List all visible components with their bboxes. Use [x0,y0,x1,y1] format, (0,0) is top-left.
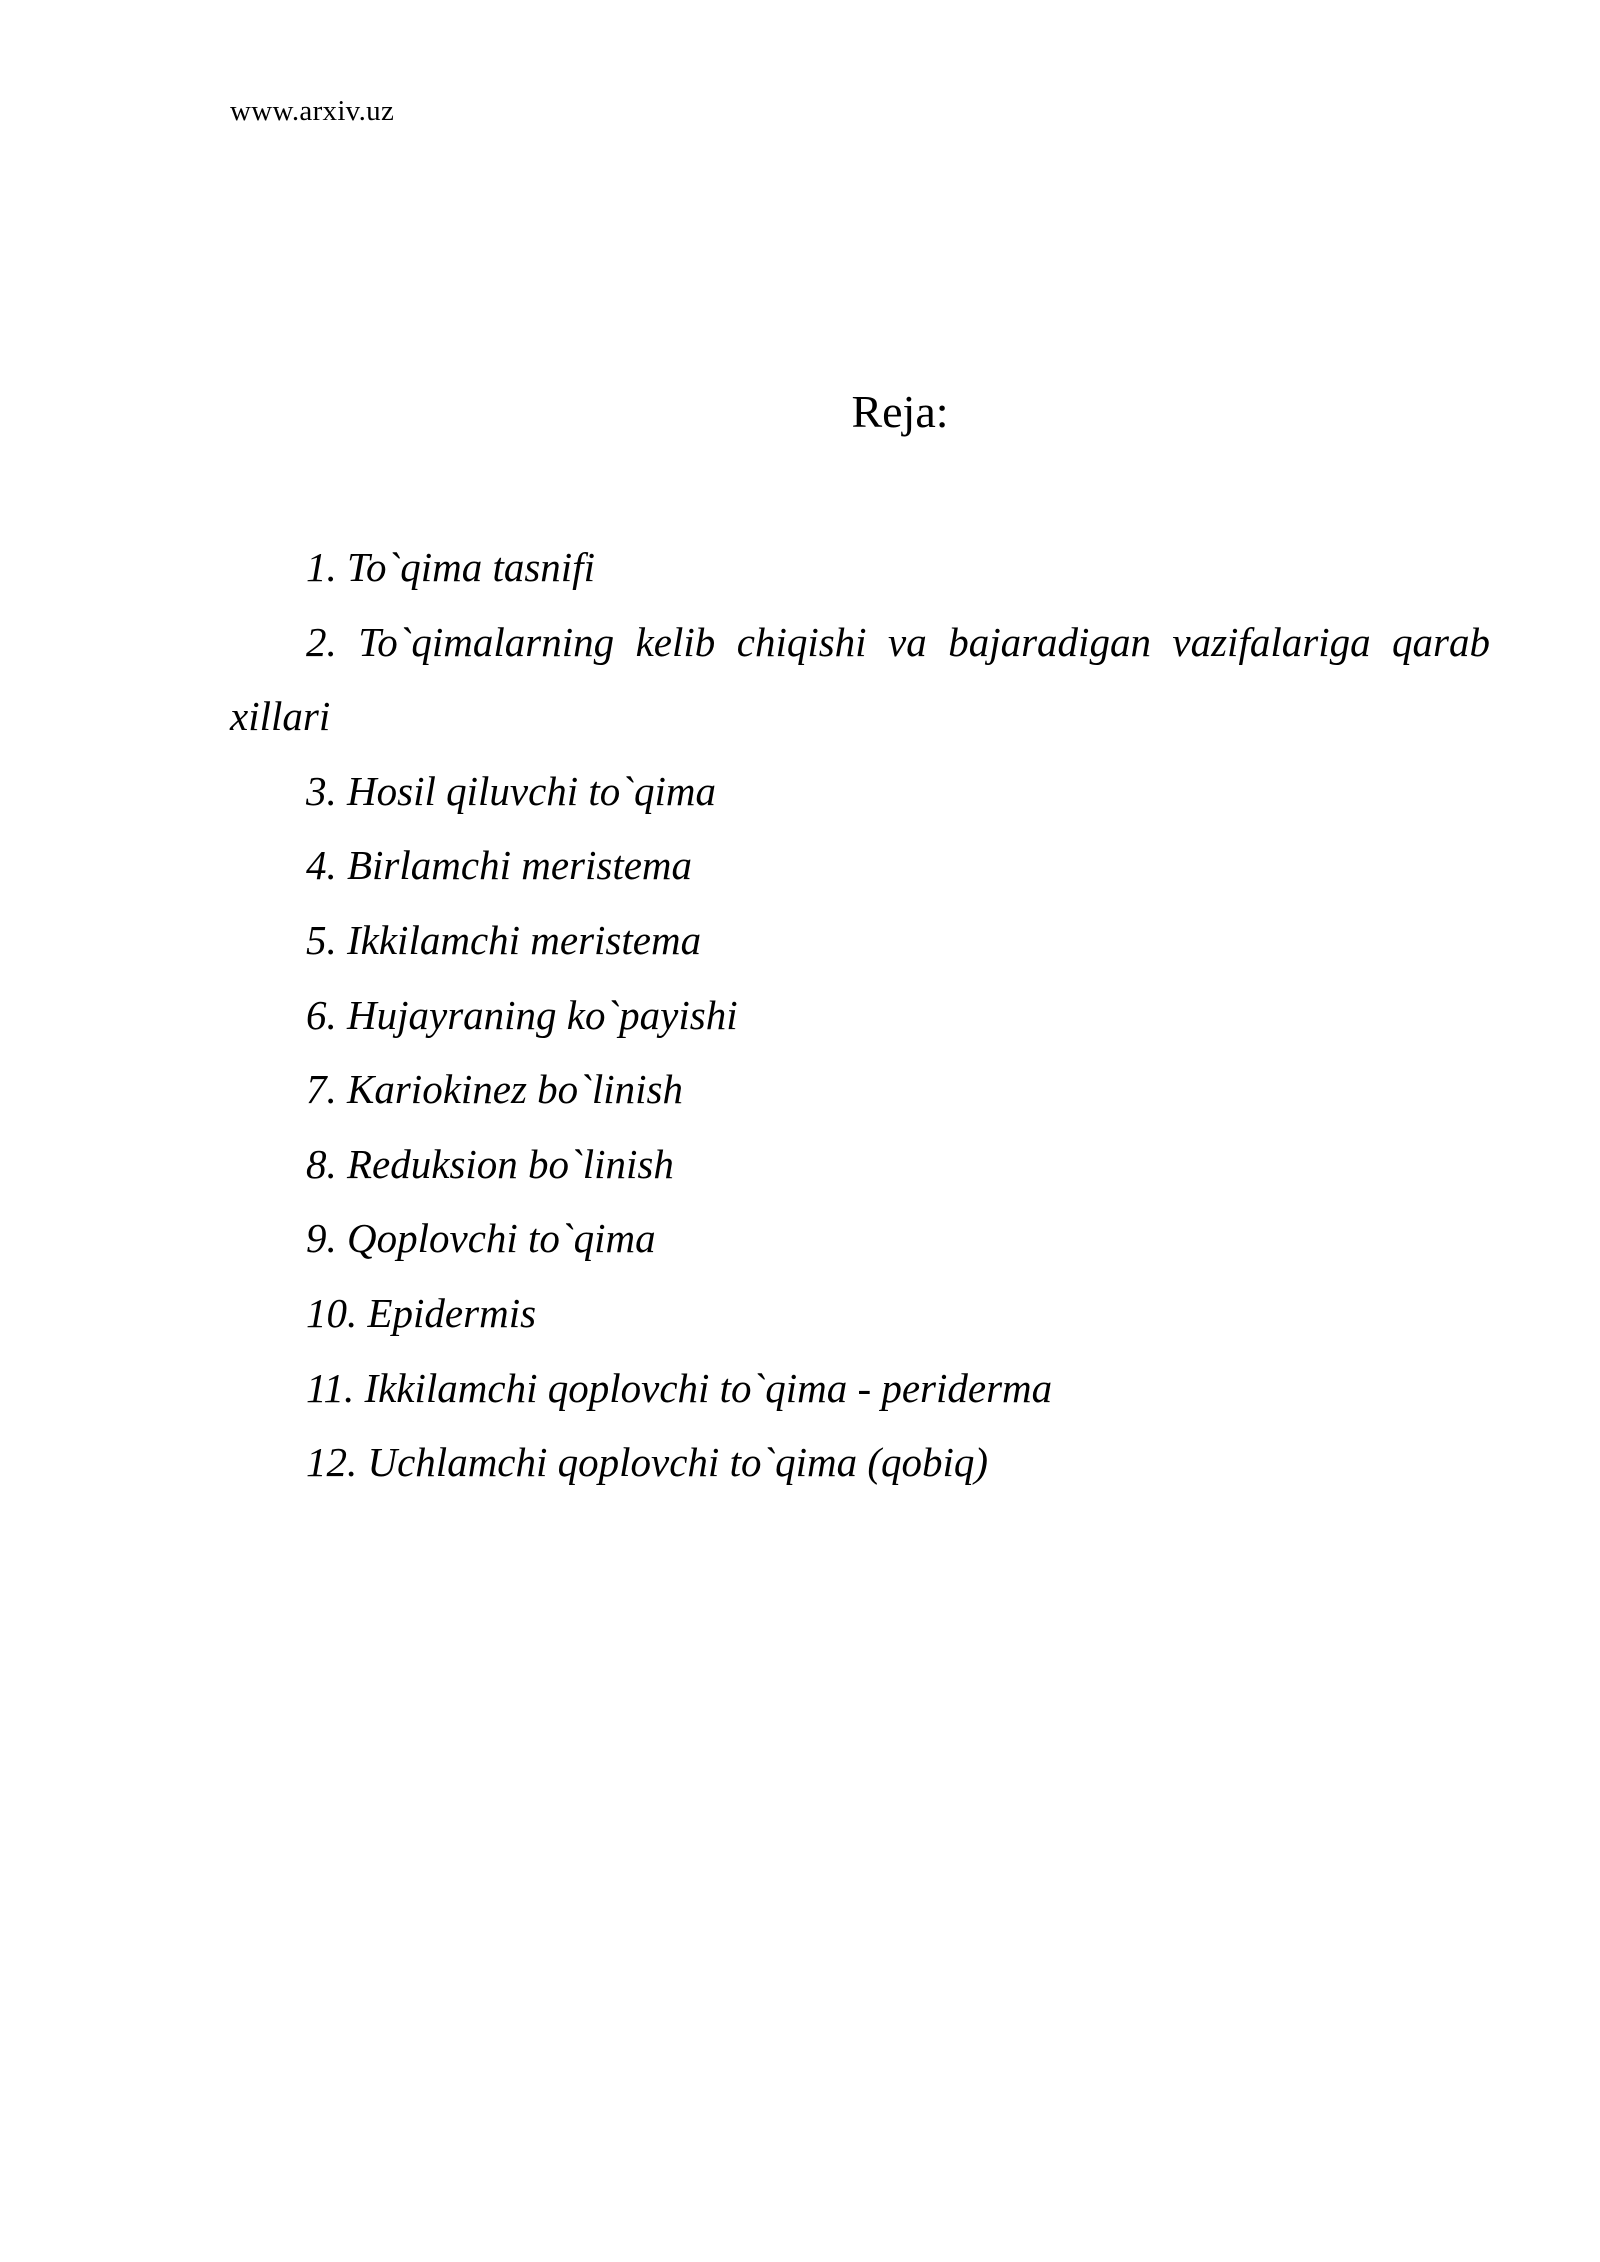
plan-item: 10. Epidermis [306,1289,537,1336]
site-header: www.arxiv.uz [230,95,395,127]
plan-item: 3. Hosil qiluvchi to`qima [306,767,716,814]
plan-item: 7. Kariokinez bo`linish [306,1066,683,1113]
plan-item: 6. Hujayraning ko`payishi [306,991,738,1038]
plan-item: 8. Reduksion bo`linish [306,1140,674,1187]
page-title: Reja: [851,386,949,437]
plan-list [230,530,1490,1500]
plan-item: 12. Uchlamchi qoplovchi to`qima (qobiq) [306,1439,989,1486]
plan-item: 9. Qoplovchi to`qima [306,1215,656,1262]
plan-item: 1. To`qima tasnifi [306,544,595,590]
plan-item: 11. Ikkilamchi qoplovchi to`qima - periderma [306,1364,1053,1411]
plan-item: 4. Birlamchi meristema [306,842,693,889]
plan-item: 2. To`qimalarning kelib chiqishi va bajaradigan vazifalariga qarab xillari [230,618,1490,740]
plan-item: 5. Ikkilamchi meristema [306,916,702,963]
